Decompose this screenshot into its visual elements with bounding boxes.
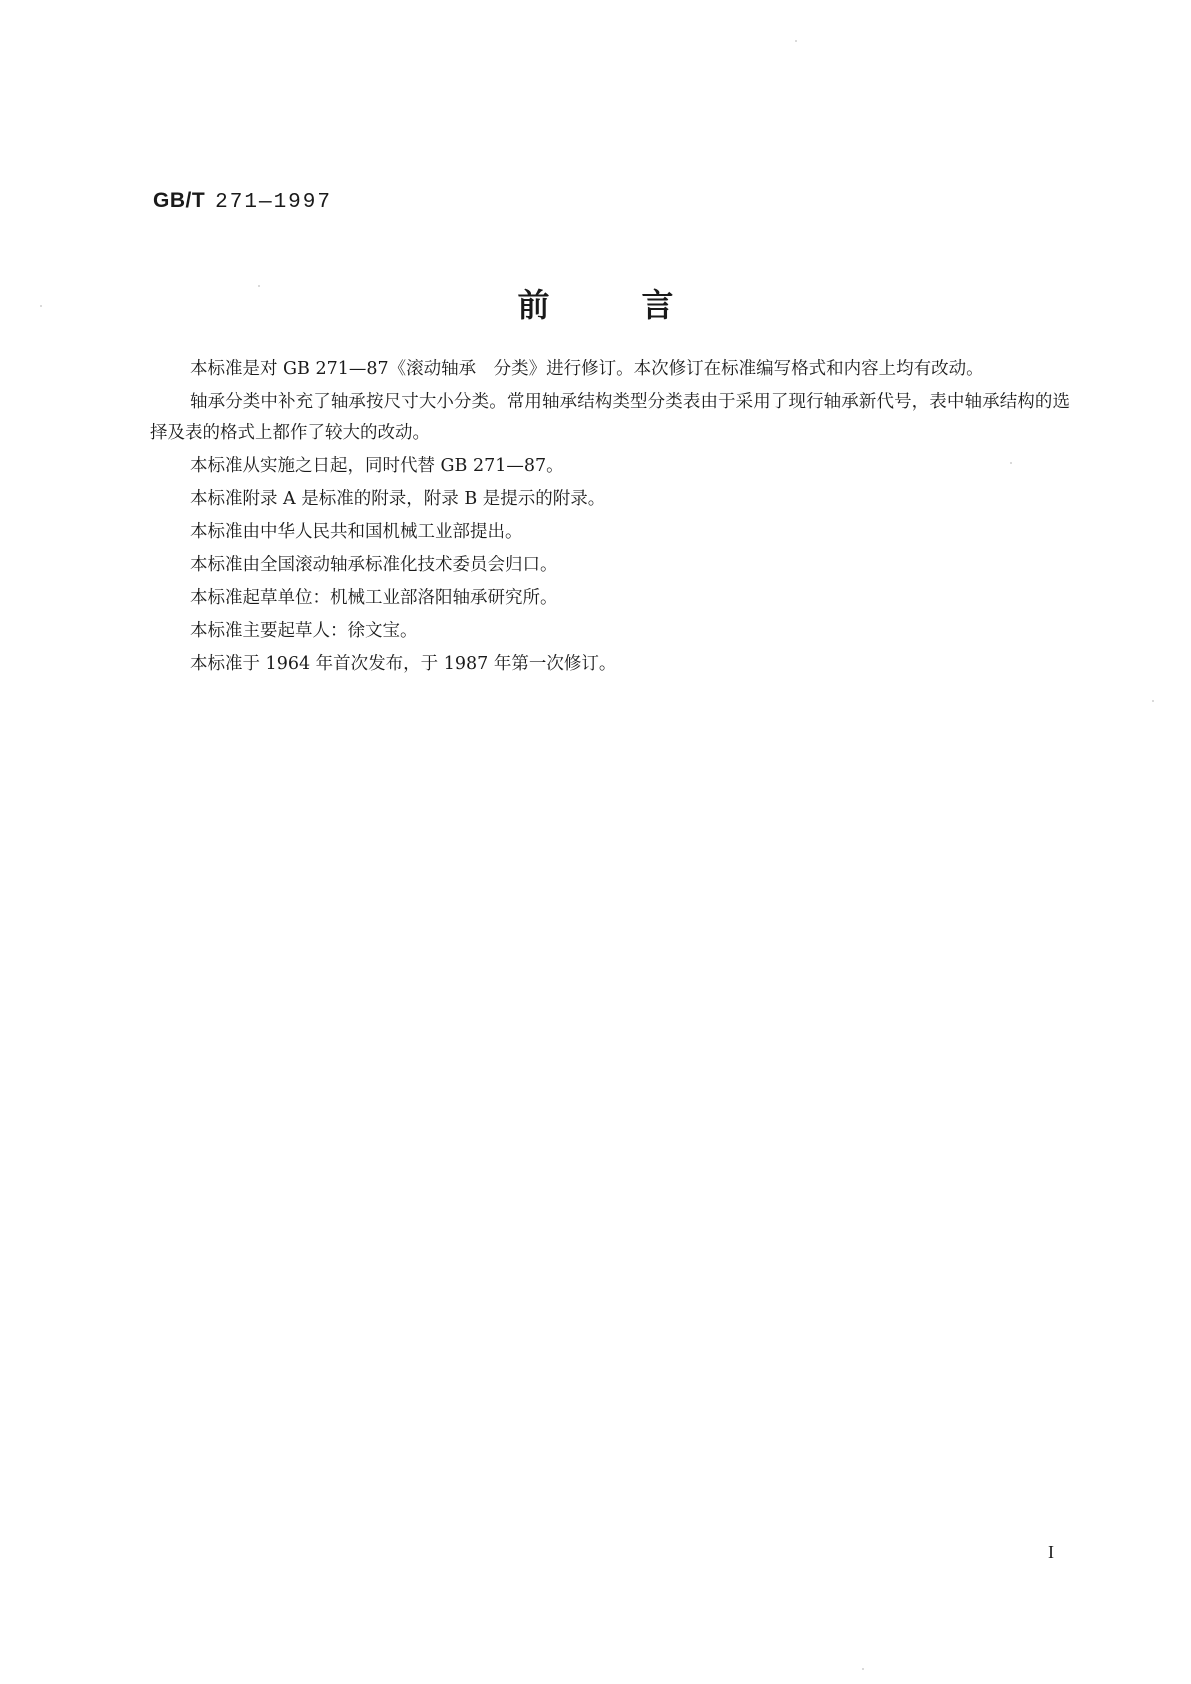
standard-number: 271—1997 [215, 191, 332, 214]
section-title: 前言 [517, 286, 766, 324]
paragraph: 本标准是对 GB 271—87《滚动轴承 分类》进行修订。本次修订在标准编写格式和内容上均有改动。 [190, 359, 984, 379]
standard-code [153, 188, 332, 214]
scan-speck [258, 285, 260, 287]
page-number: I [1048, 1542, 1054, 1562]
paragraph: 本标准从实施之日起，同时代替 GB 271—87。 [190, 456, 564, 476]
foreword-body [150, 354, 1070, 682]
scan-speck [1010, 462, 1012, 464]
paragraph: 本标准附录 A 是标准的附录，附录 B 是提示的附录。 [190, 489, 606, 509]
paragraph: 本标准由全国滚动轴承标准化技术委员会归口。 [190, 555, 558, 575]
paragraph: 本标准由中华人民共和国机械工业部提出。 [190, 522, 523, 542]
scan-speck [40, 305, 42, 307]
paragraph: 本标准主要起草人：徐文宝。 [190, 621, 418, 641]
paragraph: 本标准于 1964 年首次发布，于 1987 年第一次修订。 [190, 654, 617, 674]
paragraph: 轴承分类中补充了轴承按尺寸大小分类。常用轴承结构类型分类表由于采用了现行轴承新代号，表中轴承结构的选择及表的格式上都作了较大的改动。 [150, 392, 1070, 443]
standard-prefix: GB/T [153, 189, 206, 212]
scan-speck [795, 40, 797, 42]
scan-speck [862, 1668, 864, 1670]
paragraph: 本标准起草单位：机械工业部洛阳轴承研究所。 [190, 588, 558, 608]
scan-speck [1152, 700, 1154, 702]
